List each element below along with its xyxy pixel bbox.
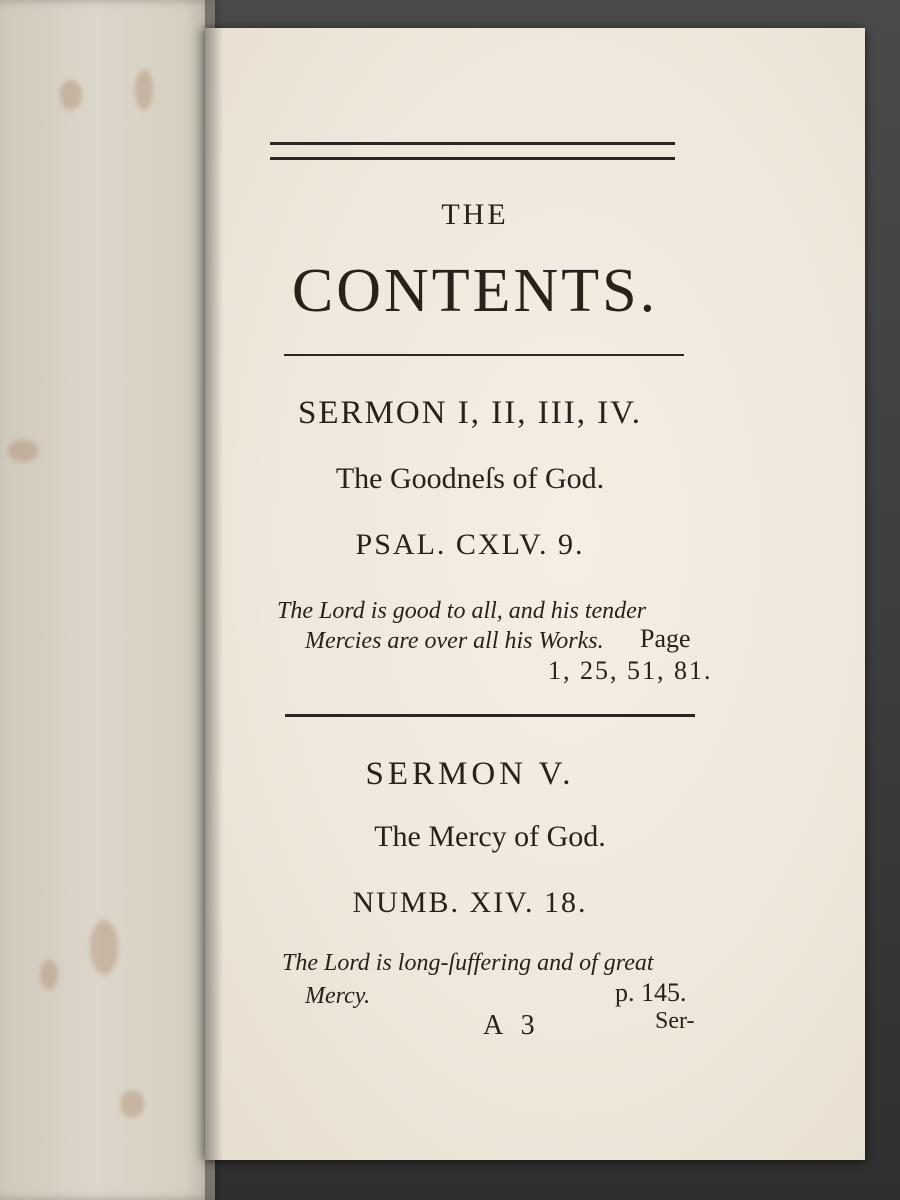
scripture-quote-line: Mercy. xyxy=(305,983,371,1009)
page-numbers: p. 145. xyxy=(615,978,687,1007)
page-numbers: 1, 25, 51, 81. xyxy=(548,656,713,685)
sermon-heading: SERMON V. xyxy=(365,756,575,792)
scripture-quote-line: Mercies are over all his Works. xyxy=(305,628,604,654)
title-rule xyxy=(284,354,684,356)
scripture-quote-line: The Lord is good to all, and his tender xyxy=(277,598,647,624)
page-label: Page xyxy=(640,624,691,653)
catchword: Ser- xyxy=(655,1008,695,1034)
title-contents: CONTENTS. xyxy=(291,257,659,325)
paper-stain xyxy=(60,80,82,110)
sermon-heading: SERMON I, II, III, IV. xyxy=(297,395,643,431)
scripture-quote-line: The Lord is long-ſuffering and of great xyxy=(282,950,654,976)
top-rule-lower xyxy=(270,157,675,160)
section-rule xyxy=(285,714,695,717)
page-gutter-shadow xyxy=(205,0,223,1200)
paper-stain xyxy=(135,70,153,110)
top-rule-upper xyxy=(270,142,675,145)
paper-stain xyxy=(8,440,38,462)
title-the: THE xyxy=(441,198,509,231)
paper-stain xyxy=(90,920,118,975)
scripture-reference: PSAL. CXLV. 9. xyxy=(355,528,585,561)
scripture-reference: NUMB. XIV. 18. xyxy=(352,886,588,919)
facing-blank-page xyxy=(0,0,215,1200)
paper-stain xyxy=(40,960,58,990)
sermon-subject: The Goodneſs of God. xyxy=(335,462,605,495)
paper-stain xyxy=(120,1090,144,1118)
sermon-subject: The Mercy of God. xyxy=(374,820,606,853)
signature-mark: A 3 xyxy=(483,1010,541,1041)
